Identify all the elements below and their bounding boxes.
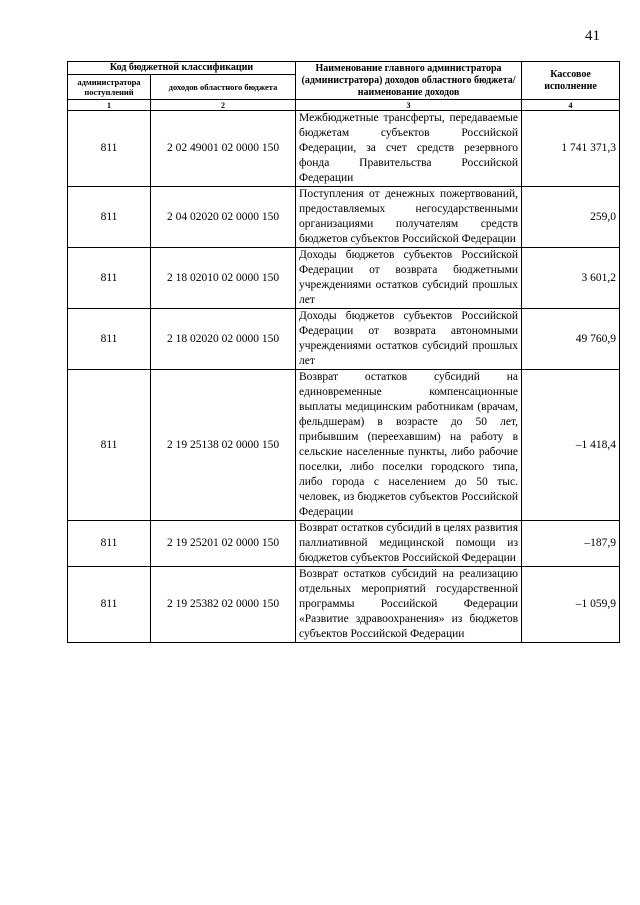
table-row (68, 309, 620, 370)
admin-code: 811 (68, 370, 151, 521)
revenue-name: Возврат остатков субсидий на единовременные компенсационные выплаты медицинским работникам (врачам, фельдшерам) в возрасте до 50 лет, прибывшим (переехавшим) на работу в сельские населенные пункты, либо рабочие поселки, либо поселки городского типа, либо города с населением до 50 тыс. человек, из бюджетов субъектов Российской Федерации (296, 370, 522, 521)
table-row (68, 111, 620, 187)
revenue-code: 2 19 25382 02 0000 150 (151, 567, 296, 643)
cash-amount: –1 059,9 (522, 567, 620, 643)
admin-code: 811 (68, 187, 151, 248)
admin-code: 811 (68, 309, 151, 370)
column-number: 2 (151, 100, 296, 111)
column-number: 3 (296, 100, 522, 111)
revenue-name: Доходы бюджетов субъектов Российской Федерации от возврата автономными учреждениями остатков субсидий прошлых лет (296, 309, 522, 370)
revenue-code: 2 18 02020 02 0000 150 (151, 309, 296, 370)
revenue-code: 2 19 25138 02 0000 150 (151, 370, 296, 521)
table-row (68, 187, 620, 248)
admin-code: 811 (68, 111, 151, 187)
revenue-name: Возврат остатков субсидий в целях развития паллиативной медицинской помощи из бюджетов субъектов Российской Федерации (296, 521, 522, 567)
table-row (68, 567, 620, 643)
budget-revenue-table (67, 61, 620, 643)
admin-code: 811 (68, 567, 151, 643)
revenue-name: Доходы бюджетов субъектов Российской Федерации от возврата бюджетными учреждениями остатков субсидий прошлых лет (296, 248, 522, 309)
column-number: 1 (68, 100, 151, 111)
cash-amount: 49 760,9 (522, 309, 620, 370)
revenue-code: 2 18 02010 02 0000 150 (151, 248, 296, 309)
table-row (68, 248, 620, 309)
table-row (68, 370, 620, 521)
cash-amount: 259,0 (522, 187, 620, 248)
page-number: 41 (585, 28, 600, 44)
revenue-code: 2 19 25201 02 0000 150 (151, 521, 296, 567)
table-row (68, 521, 620, 567)
revenue-code: 2 02 49001 02 0000 150 (151, 111, 296, 187)
revenue-name: Поступления от денежных пожертвований, предоставляемых негосударственными организациями получателям средств бюджетов субъектов Российской Федерации (296, 187, 522, 248)
admin-code: 811 (68, 521, 151, 567)
header-cash-execution: Кассовое исполнение (522, 62, 620, 100)
revenue-name: Возврат остатков субсидий на реализацию отдельных мероприятий государственной программы Российской Федерации «Развитие здравоохранения» из бюджетов субъектов Российской Федерации (296, 567, 522, 643)
header-classification-code: Код бюджетной классификации (68, 62, 296, 75)
cash-amount: –187,9 (522, 521, 620, 567)
cash-amount: 1 741 371,3 (522, 111, 620, 187)
column-number: 4 (522, 100, 620, 111)
header-regional-revenue: доходов областного бюджета (151, 75, 296, 100)
admin-code: 811 (68, 248, 151, 309)
revenue-name: Межбюджетные трансферты, передаваемые бюджетам субъектов Российской Федерации, за счет средств резервного фонда Правительства Российской Федерации (296, 111, 522, 187)
revenue-code: 2 04 02020 02 0000 150 (151, 187, 296, 248)
header-administrator-name: Наименование главного администратора (администратора) доходов областного бюджета/ наименование доходов (296, 62, 522, 100)
header-admin-receipts: администратора поступлений (68, 75, 151, 100)
cash-amount: 3 601,2 (522, 248, 620, 309)
cash-amount: –1 418,4 (522, 370, 620, 521)
